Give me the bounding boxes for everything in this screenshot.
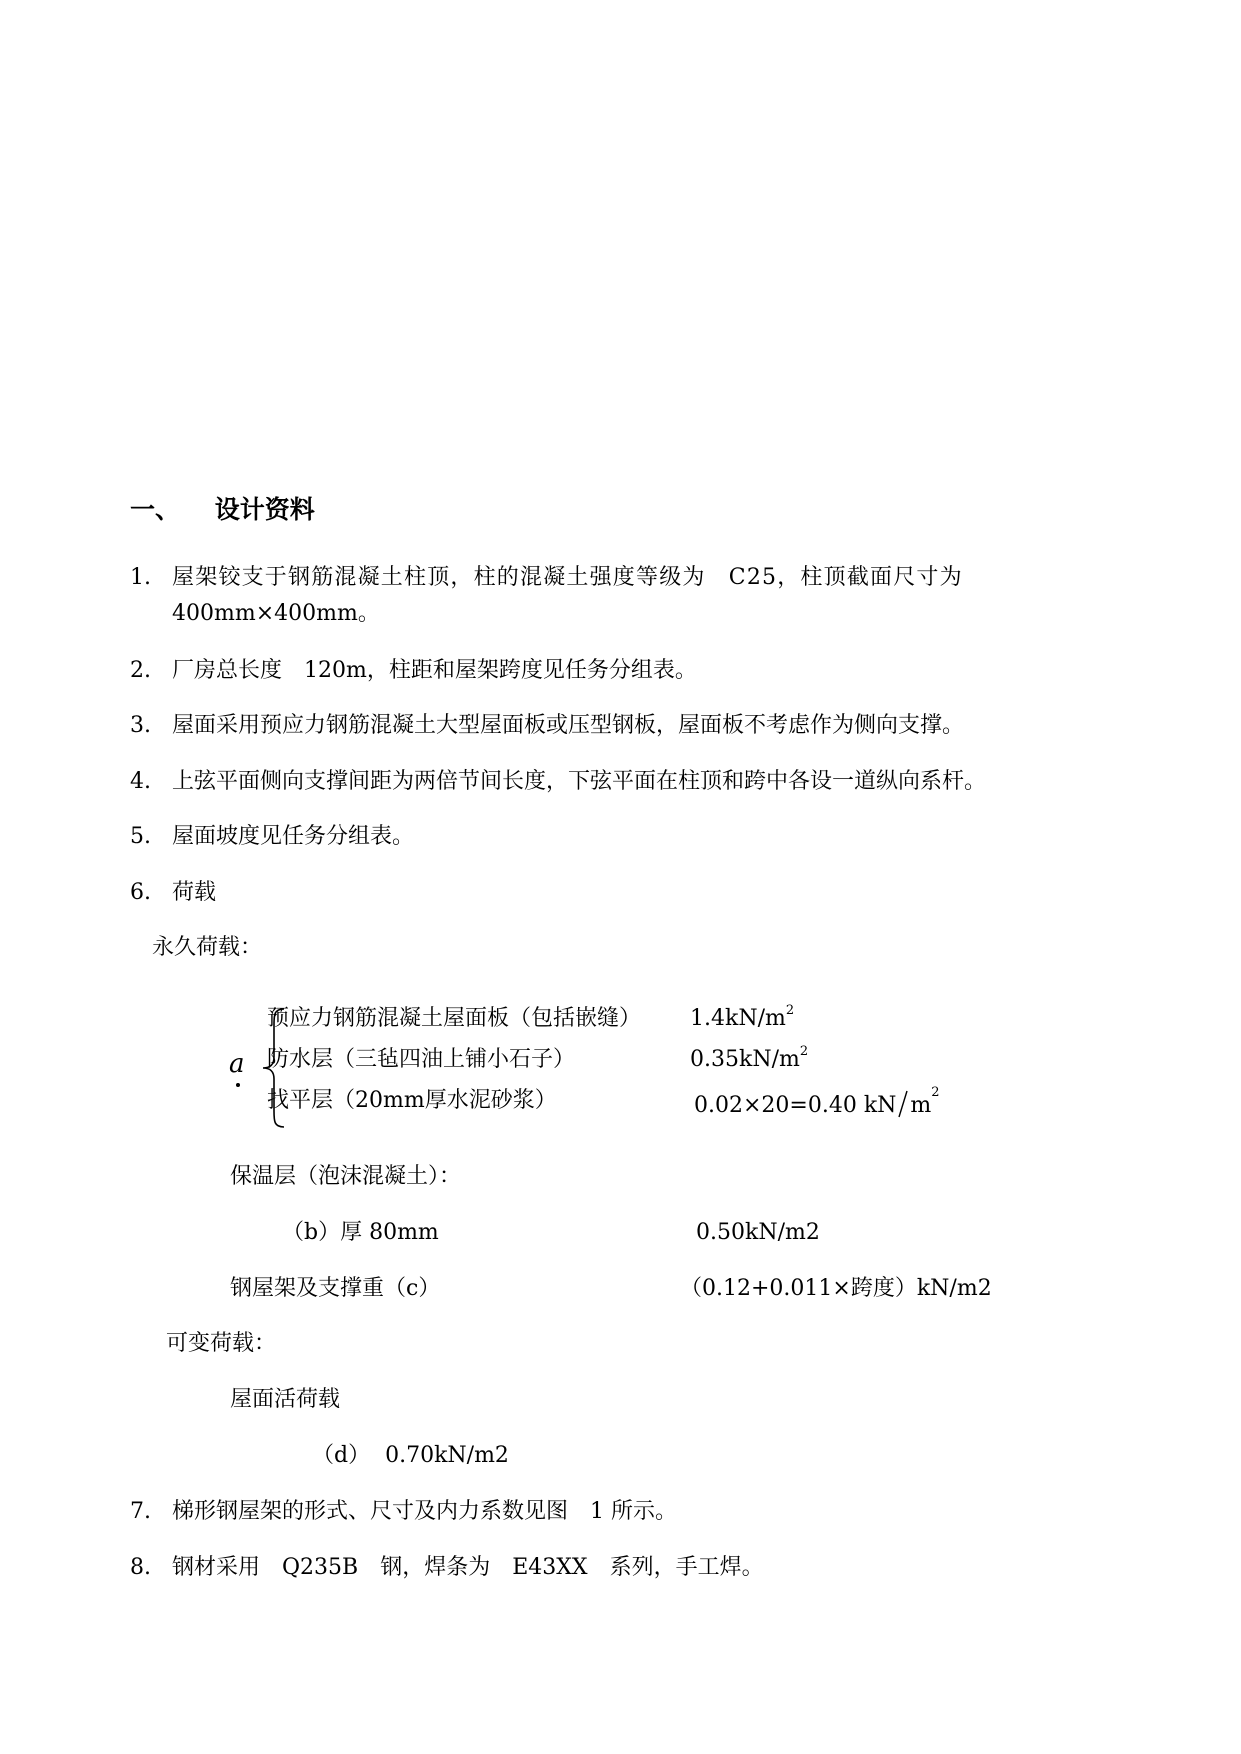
- unit-exponent: 2: [799, 1044, 809, 1059]
- load-d-name: （d）: [312, 1443, 371, 1468]
- list-item: [130, 1557, 764, 1579]
- item-number: 7.: [130, 1499, 151, 1524]
- slash-icon: [897, 1090, 909, 1118]
- item-text: 屋架铰支于钢筋混凝土柱顶，柱的混凝土强度等级为 C25，柱顶截面尺寸为: [172, 565, 963, 590]
- item-number: 1.: [130, 565, 151, 590]
- load-value-unit: m: [910, 1093, 932, 1118]
- load-c-name: 钢屋架及支撑重（c）: [230, 1276, 441, 1301]
- list-item: [130, 826, 414, 848]
- variable-load-label: 可变荷载：: [166, 1331, 277, 1356]
- load-b-name: （b）厚 80mm: [282, 1220, 439, 1245]
- item-number: 8.: [130, 1555, 151, 1580]
- item-text: 400mm×400mm。: [172, 601, 380, 626]
- item-number: 6.: [130, 880, 151, 905]
- group-a-row: [267, 1090, 557, 1112]
- load-value: 1.4kN/m: [690, 1006, 786, 1031]
- item-text: 屋面坡度见任务分组表。: [172, 824, 415, 849]
- list-item: [130, 715, 964, 737]
- unit-exponent: 2: [785, 1003, 795, 1018]
- item-text: 厂房总长度 120m，柱距和屋架跨度见任务分组表。: [172, 658, 697, 683]
- insulation-label: 保温层（泡沫混凝土）：: [230, 1164, 462, 1189]
- section-number: 一、: [130, 495, 181, 524]
- list-item: [130, 771, 986, 793]
- list-item: [130, 882, 216, 904]
- load-name: 预应力钢筋混凝土屋面板（包括嵌缝）: [267, 1006, 642, 1031]
- item-number: 3.: [130, 713, 151, 738]
- unit-exponent: 2: [931, 1085, 940, 1100]
- item-text: 梯形钢屋架的形式、尺寸及内力系数见图 1 所示。: [172, 1499, 677, 1524]
- list-item-continuation: [172, 603, 380, 625]
- list-item: [130, 1501, 677, 1523]
- load-d: [312, 1445, 509, 1467]
- load-b-value: 0.50kN/m2: [696, 1220, 820, 1245]
- group-a-label: a: [229, 1049, 245, 1079]
- group-a-row-value: [690, 1003, 795, 1031]
- group-a-row-value: [694, 1085, 940, 1118]
- section-title: 设计资料: [214, 495, 315, 524]
- item-number: 5.: [130, 824, 151, 849]
- item-number: 4.: [130, 769, 151, 794]
- roof-live-load-label: 屋面活荷载: [230, 1387, 341, 1412]
- load-value: 0.02×20=0.40 kN: [694, 1093, 897, 1118]
- item-text: 屋面采用预应力钢筋混凝土大型屋面板或压型钢板，屋面板不考虑作为侧向支撑。: [172, 713, 965, 738]
- load-c-value: （0.12+0.011×跨度）kN/m2: [680, 1276, 992, 1301]
- item-text: 钢材采用 Q235B 钢，焊条为 E43XX 系列，手工焊。: [172, 1555, 764, 1580]
- group-a-row: [267, 1049, 575, 1071]
- group-a-row: [267, 1008, 641, 1030]
- item-text: 荷载: [172, 880, 217, 905]
- load-name: 防水层（三毡四油上铺小石子）: [267, 1047, 576, 1072]
- load-d-value: 0.70kN/m2: [385, 1443, 509, 1468]
- load-value: 0.35kN/m: [690, 1047, 800, 1072]
- item-number: 2.: [130, 658, 151, 683]
- list-item: [130, 660, 697, 682]
- permanent-load-label: 永久荷载：: [152, 935, 263, 960]
- group-a-dot: [236, 1083, 240, 1087]
- section-heading: [130, 497, 315, 522]
- list-item: [130, 567, 963, 589]
- group-a-row-value: [690, 1044, 809, 1072]
- item-text: 上弦平面侧向支撑间距为两倍节间长度，下弦平面在柱顶和跨中各设一道纵向系杆。: [172, 769, 987, 794]
- load-name: 找平层（20mm厚水泥砂浆）: [267, 1088, 557, 1113]
